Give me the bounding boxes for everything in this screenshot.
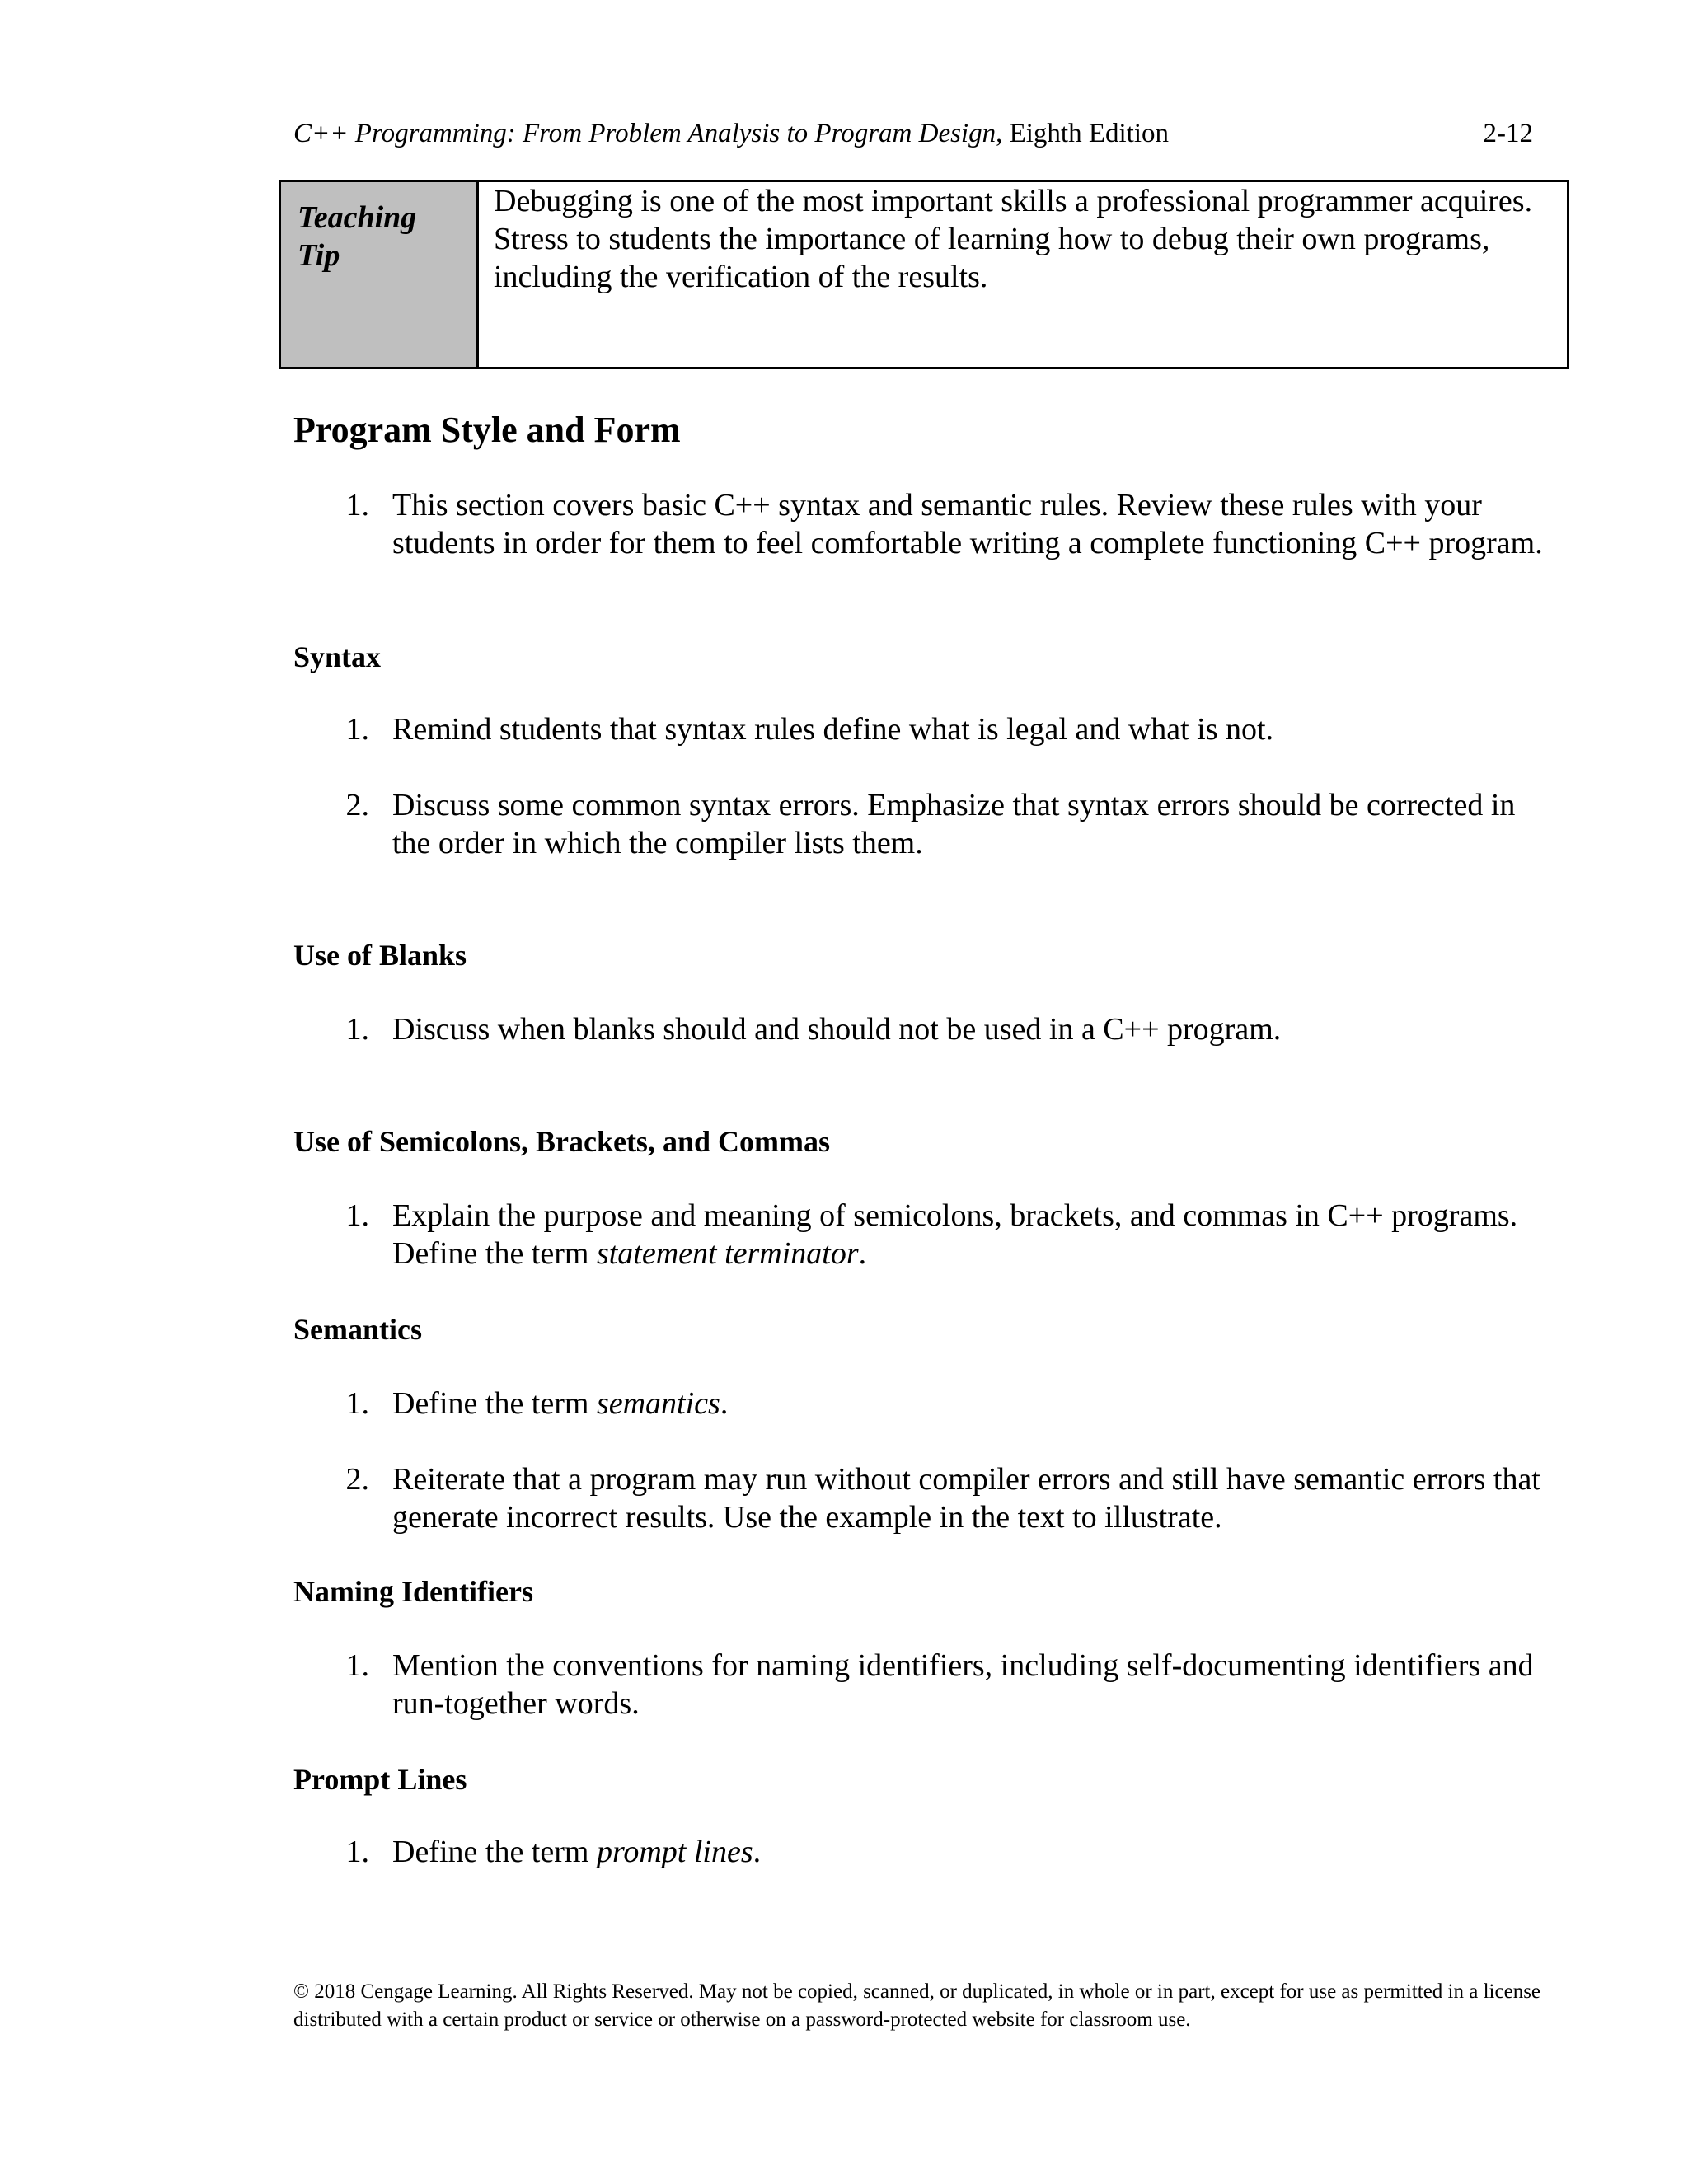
teaching-tip-label (281, 182, 479, 367)
list-item (340, 1197, 1543, 1272)
page-number: 2-12 (1483, 119, 1533, 148)
list-item-text: Mention the conventions for naming identifiers, including self-documenting identifiers and run-together words. (392, 1648, 1534, 1721)
list-item-text-part: . (753, 1835, 762, 1869)
list-item-number: 1. (345, 1648, 369, 1683)
subheading-naming-identifiers: Naming Identifiers (293, 1575, 533, 1608)
list-item (340, 1010, 1543, 1048)
list-item-number: 1. (345, 1198, 369, 1233)
list-item-text-part: Explain the purpose and meaning of semicolons, brackets, and commas in C++ programs. Define the term (392, 1198, 1518, 1271)
list-item-number: 1. (345, 712, 369, 747)
list-item-text: Discuss some common syntax errors. Emphasize that syntax errors should be corrected in the order in which the compiler lists them. (392, 788, 1516, 860)
list-item-text (392, 1385, 1543, 1422)
list-item-text (392, 1197, 1543, 1272)
list-item-number: 1. (345, 1835, 369, 1869)
defined-term: statement terminator (596, 1236, 859, 1271)
list-item (340, 1385, 1543, 1422)
list-item-text: This section covers basic C++ syntax and semantic rules. Review these rules with your students in order for them to feel comfortable writing a complete functioning C++ program. (392, 488, 1543, 560)
page-header (293, 115, 1533, 152)
subheading-semicolons: Use of Semicolons, Brackets, and Commas (293, 1125, 830, 1158)
list-item (340, 710, 1543, 748)
subheading-use-of-blanks: Use of Blanks (293, 939, 467, 972)
list-item-number: 2. (345, 788, 369, 823)
book-title-italic: C++ Programming: From Problem Analysis to Program Design (293, 119, 996, 148)
list-item (340, 786, 1543, 862)
teaching-tip-label-line1: Teaching (298, 200, 417, 235)
list-item-number: 1. (345, 1012, 369, 1047)
list-item-number: 2. (345, 1462, 369, 1497)
list-item-text (392, 1833, 1543, 1871)
defined-term: prompt lines (596, 1835, 753, 1869)
book-title (293, 115, 1169, 152)
list-item-text: Remind students that syntax rules define what is legal and what is not. (392, 712, 1274, 747)
list-item-text: Discuss when blanks should and should not be used in a C++ program. (392, 1012, 1282, 1047)
subheading-semantics: Semantics (293, 1313, 422, 1346)
list-item-number: 1. (345, 1386, 369, 1421)
teaching-tip-box (279, 180, 1569, 369)
teaching-tip-text: Debugging is one of the most important skills a professional programmer acquires. Stress to students the importance of learning how to debug their own programs, including the verification of the results. (494, 184, 1533, 294)
list-item (340, 1460, 1543, 1536)
defined-term: semantics (596, 1386, 720, 1421)
list-item-text-part: . (858, 1236, 867, 1271)
subheading-prompt-lines: Prompt Lines (293, 1763, 467, 1796)
list-item (340, 486, 1543, 562)
list-item (340, 1833, 1543, 1871)
copyright-footer: © 2018 Cengage Learning. All Rights Reserved. May not be copied, scanned, or duplicated, in whole or in part, except for use as permitted in a license distributed with a certain product or service or otherwise on a password-protected website for classroom use. (293, 1980, 1541, 2031)
subheading-syntax: Syntax (293, 640, 382, 673)
list-item-text: Reiterate that a program may run without compiler errors and still have semantic errors that generate incorrect results. Use the example in the text to illustrate. (392, 1462, 1540, 1535)
list-item-text-part: . (720, 1386, 729, 1421)
book-edition: , Eighth Edition (996, 119, 1170, 148)
list-item-text-part: Define the term (392, 1386, 597, 1421)
teaching-tip-label-line2: Tip (298, 238, 340, 273)
list-item (340, 1647, 1543, 1722)
list-item-text-part: Define the term (392, 1835, 597, 1869)
list-item-number: 1. (345, 488, 369, 523)
section-title: Program Style and Form (293, 410, 681, 450)
